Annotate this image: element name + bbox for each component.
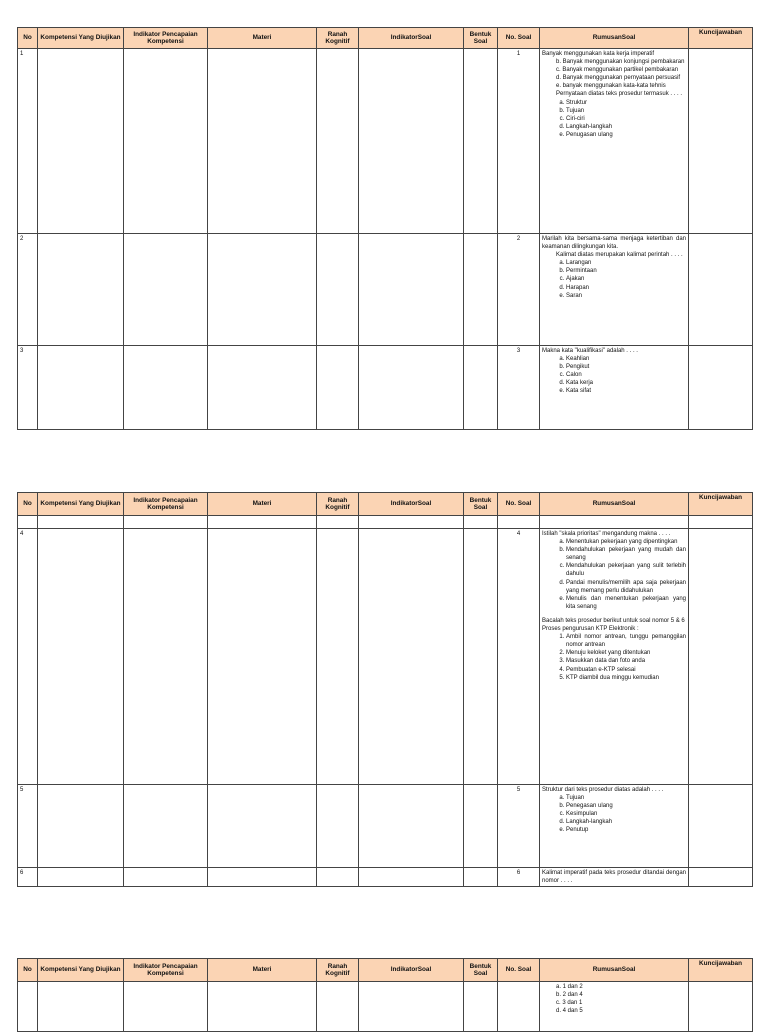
choice: a. Tujuan bbox=[566, 794, 686, 802]
row-no-soal: 5 bbox=[498, 785, 540, 868]
question-cell bbox=[540, 234, 689, 346]
step: 2. Menuju keloket yang ditentukan bbox=[566, 649, 686, 657]
header-materi: Materi bbox=[208, 959, 317, 982]
row-no: 1 bbox=[18, 49, 38, 234]
header-ranah: Ranah Kognitif bbox=[317, 28, 359, 49]
choice: b. Mendahulukan pekerjaan yang mudah dan senang bbox=[566, 546, 686, 562]
row-no-soal: 1 bbox=[498, 49, 540, 234]
row-no: 3 bbox=[18, 346, 38, 430]
header-indikator-pencapaian: Indikator Pencapaian Kompetensi bbox=[124, 959, 208, 982]
header-ranah: Ranah Kognitif bbox=[317, 493, 359, 516]
header-bentuk: Bentuk Soal bbox=[464, 959, 498, 982]
header-no-soal: No. Soal bbox=[498, 959, 540, 982]
table-row bbox=[18, 234, 753, 346]
choice: a. Menentukan pekerjaan yang dipentingkan bbox=[566, 538, 686, 546]
option-text: b. Banyak menggunakan konjungsi pembakaran bbox=[556, 59, 685, 66]
option-text: c. Banyak menggunakan partikel pembakaran bbox=[556, 67, 679, 74]
question-cell bbox=[540, 529, 689, 785]
table-header-row bbox=[18, 493, 753, 516]
header-no-soal: No. Soal bbox=[498, 493, 540, 516]
choice: e. Kata sifat bbox=[566, 387, 686, 395]
header-indikator-soal: IndikatorSoal bbox=[359, 28, 464, 49]
kisi-kisi-table-3 bbox=[17, 958, 753, 1032]
choice: d. 4 dan 5 bbox=[556, 1008, 583, 1015]
header-ranah: Ranah Kognitif bbox=[317, 959, 359, 982]
header-materi: Materi bbox=[208, 28, 317, 49]
row-no-soal: 6 bbox=[498, 868, 540, 887]
kisi-kisi-table-1 bbox=[17, 27, 753, 430]
option-text: e. banyak menggunakan kata-kata tehnis bbox=[556, 83, 666, 90]
header-rumusan: RumusanSoal bbox=[540, 28, 689, 49]
header-kunci: Kuncijawaban bbox=[689, 493, 753, 516]
header-kunci: Kuncijawaban bbox=[689, 28, 753, 49]
question-cell bbox=[540, 868, 689, 887]
header-kunci: Kuncijawaban bbox=[689, 959, 753, 982]
question-cell bbox=[540, 785, 689, 868]
choice: c. Mendahulukan pekerjaan yang sulit terlebih dahulu bbox=[566, 562, 686, 578]
question-text: Marilah kita bersama-sama menjaga ketertiban dan keamanan dilingkungan kita. bbox=[542, 236, 686, 251]
table-row bbox=[18, 346, 753, 430]
table-header-row bbox=[18, 28, 753, 49]
question-text: Istilah "skala prioritas" mengandung makna . . . . bbox=[542, 531, 671, 537]
header-kompetensi: Kompetensi Yang Diujikan bbox=[38, 28, 124, 49]
choice: d. Harapan bbox=[566, 284, 686, 292]
table-row bbox=[18, 49, 753, 234]
question-cell bbox=[540, 982, 689, 1032]
option-text: d. Banyak menggunakan pernyataan persuasif bbox=[556, 75, 681, 82]
header-indikator-soal: IndikatorSoal bbox=[359, 959, 464, 982]
header-indikator-pencapaian: Indikator Pencapaian Kompetensi bbox=[124, 28, 208, 49]
table-row bbox=[18, 529, 753, 785]
row-no-soal: 4 bbox=[498, 529, 540, 785]
row-no: 4 bbox=[18, 529, 38, 785]
header-no: No bbox=[18, 493, 38, 516]
question-stem: Kalimat diatas merupakan kalimat perintah . . . . bbox=[556, 252, 683, 259]
step: 1. Ambil nomor antrean, tunggu pemanggilan nomor antrean bbox=[566, 633, 686, 649]
choice: b. Tujuan bbox=[566, 107, 686, 115]
choice: b. Penegasan ulang bbox=[566, 802, 686, 810]
step: 3. Masukkan data dan foto anda bbox=[566, 657, 686, 665]
choice: e. Saran bbox=[566, 292, 686, 300]
choice: a. 1 dan 2 bbox=[556, 984, 583, 990]
row-no-soal: 2 bbox=[498, 234, 540, 346]
row-no: 6 bbox=[18, 868, 38, 887]
question-cell bbox=[540, 346, 689, 430]
header-indikator-soal: IndikatorSoal bbox=[359, 493, 464, 516]
table-row bbox=[18, 785, 753, 868]
instruction-text: Bacalah teks prosedur berikut untuk soal nomor 5 & 6 bbox=[542, 617, 685, 624]
choice: b. 2 dan 4 bbox=[556, 992, 583, 999]
question-text: Banyak menggunakan kata kerja imperatif bbox=[542, 51, 655, 57]
choice: e. Menulis dan menentukan pekerjaan yang kita senang bbox=[566, 595, 686, 611]
choice: e. Penutup bbox=[566, 826, 686, 834]
header-rumusan: RumusanSoal bbox=[540, 493, 689, 516]
choice: c. Kesimpulan bbox=[566, 810, 686, 818]
header-materi: Materi bbox=[208, 493, 317, 516]
table-row-empty bbox=[18, 516, 753, 529]
choice: d. Pandai menulis/memilih apa saja pekerjaan yang memang perlu didahulukan bbox=[566, 579, 686, 595]
step: 4. Pembuatan e-KTP selesai bbox=[566, 666, 686, 674]
header-kompetensi: Kompetensi Yang Diujikan bbox=[38, 493, 124, 516]
choice: c. Ciri-ciri bbox=[566, 115, 686, 123]
row-no: 5 bbox=[18, 785, 38, 868]
choice: d. Langkah-langkah bbox=[566, 123, 686, 131]
question-text: Struktur dari teks prosedur diatas adalah . . . . bbox=[542, 787, 664, 793]
choice: a. Struktur bbox=[566, 99, 686, 107]
header-no-soal: No. Soal bbox=[498, 28, 540, 49]
choice: e. Penugasan ulang bbox=[566, 131, 686, 139]
choice: c. Ajakan bbox=[566, 275, 686, 283]
table-header-row bbox=[18, 959, 753, 982]
choice: b. Pengikut bbox=[566, 363, 686, 371]
question-stem: Pernyataan diatas teks prosedur termasuk . . . . bbox=[556, 91, 683, 98]
header-bentuk: Bentuk Soal bbox=[464, 28, 498, 49]
instruction-text: Proses pengurusan KTP Elektronik : bbox=[542, 626, 639, 633]
table-row bbox=[18, 868, 753, 887]
row-no-soal: 3 bbox=[498, 346, 540, 430]
choice: b. Permintaan bbox=[566, 267, 686, 275]
choice: a. Keahlian bbox=[566, 355, 686, 363]
kisi-kisi-table-2 bbox=[17, 492, 753, 887]
choice: a. Larangan bbox=[566, 259, 686, 267]
choice: d. Langkah-langkah bbox=[566, 818, 686, 826]
choice: c. Calon bbox=[566, 371, 686, 379]
header-no: No bbox=[18, 28, 38, 49]
header-kompetensi: Kompetensi Yang Diujikan bbox=[38, 959, 124, 982]
header-no: No bbox=[18, 959, 38, 982]
header-rumusan: RumusanSoal bbox=[540, 959, 689, 982]
choice: c. 3 dan 1 bbox=[556, 1000, 583, 1007]
step: 5. KTP diambil dua minggu kemudian bbox=[566, 674, 686, 682]
question-text: Kalimat imperatif pada teks prosedur ditandai dengan nomor . . . . bbox=[542, 870, 686, 885]
table-row bbox=[18, 982, 753, 1032]
header-indikator-pencapaian: Indikator Pencapaian Kompetensi bbox=[124, 493, 208, 516]
choice: d. Kata kerja bbox=[566, 379, 686, 387]
question-text: Makna kata "kualifikasi" adalah . . . . bbox=[542, 348, 638, 354]
header-bentuk: Bentuk Soal bbox=[464, 493, 498, 516]
question-cell bbox=[540, 49, 689, 234]
row-no: 2 bbox=[18, 234, 38, 346]
